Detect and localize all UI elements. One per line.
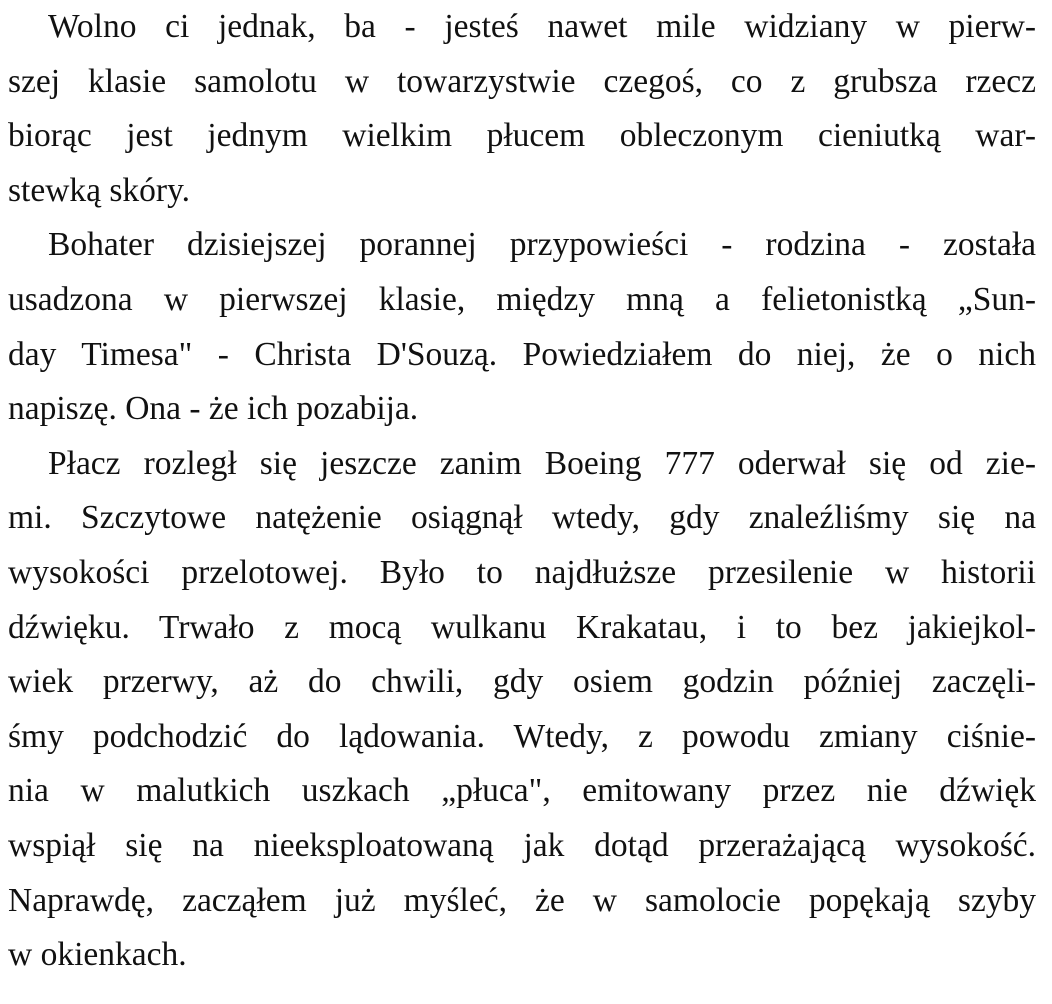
text-line: Płacz rozległ się jeszcze zanim Boeing 777 oderwał się od zie-	[48, 444, 1036, 482]
paragraph-2	[8, 218, 1036, 436]
text-line: Wolno ci jednak, ba - jesteś nawet mile widziany w pierw-	[48, 8, 1036, 45]
text-line: wysokości przelotowej. Było to najdłuższe przesilenie w historii	[8, 553, 1036, 591]
text-line: w okienkach.	[8, 936, 187, 974]
text-line: day Timesa" - Christa D'Souzą. Powiedziałem do niej, że o nich	[8, 335, 1036, 373]
text-line: stewką skóry.	[8, 171, 191, 209]
text-line: Naprawdę, zacząłem już myśleć, że w samolocie popękają szyby	[8, 881, 1036, 919]
text-line: napiszę. Ona - że ich pozabija.	[8, 390, 419, 428]
document-page	[8, 0, 1036, 983]
text-line: szej klasie samolotu w towarzystwie czegoś, co z grubsza rzecz	[8, 62, 1036, 100]
paragraph-3	[8, 437, 1036, 983]
text-line: wspiął się na nieeksploatowaną jak dotąd przerażającą wysokość.	[8, 826, 1036, 864]
text-line: Bohater dzisiejszej porannej przypowieści - rodzina - została	[48, 226, 1036, 264]
text-line: dźwięku. Trwało z mocą wulkanu Krakatau, i to bez jakiejkol-	[8, 608, 1036, 646]
text-line: śmy podchodzić do lądowania. Wtedy, z powodu zmiany ciśnie-	[8, 717, 1036, 755]
paragraph-1	[8, 0, 1036, 218]
text-line: usadzona w pierwszej klasie, między mną a felietonistką „Sun-	[8, 280, 1036, 318]
text-line: nia w malutkich uszkach „płuca", emitowany przez nie dźwięk	[8, 772, 1036, 810]
text-line: wiek przerwy, aż do chwili, gdy osiem godzin później zaczęli-	[8, 663, 1036, 701]
text-line: biorąc jest jednym wielkim płucem obleczonym cieniutką war-	[8, 117, 1036, 155]
text-line: mi. Szczytowe natężenie osiągnął wtedy, gdy znaleźliśmy się na	[8, 499, 1036, 537]
